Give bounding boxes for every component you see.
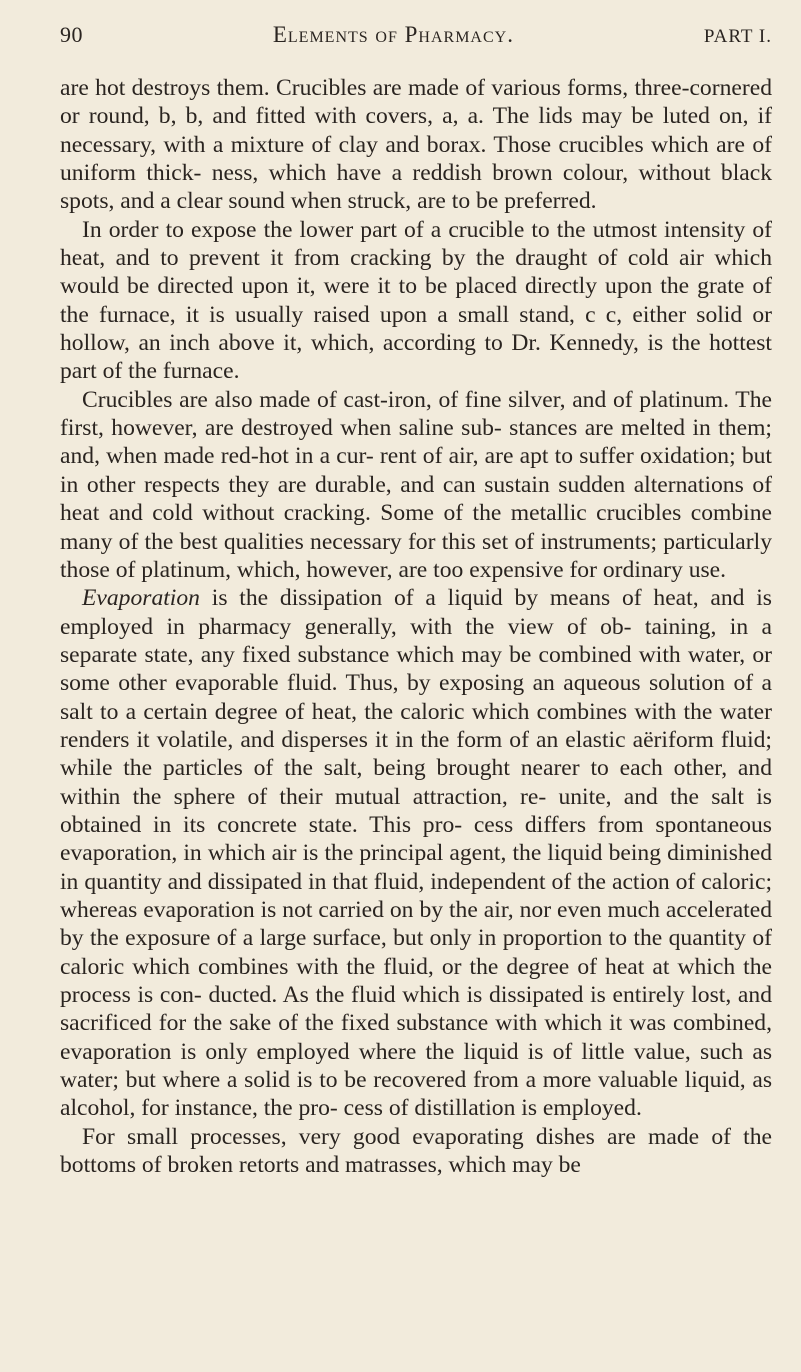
paragraph-crucible-forms: are hot destroys them. Crucibles are made of various forms, three-cornered or round, b, b, and fitted with covers, a, a. The lids may be luted on, if necessary, with a mixture of clay and borax. Those crucibles which are of uniform thick- ness, which have a reddish brown colour, without black spots, and a clear sound when struck, are to be preferred.: [60, 75, 772, 215]
body-text: [60, 74, 772, 1179]
paragraph-evaporation-text: is the dissipation of a liquid by means of heat, and is employed in pharmacy generally, with the view of ob- taining, in a separate state, any fixed substance which may be combined with water, or some other evaporable fluid. Thus, by exposing an aqueous solution of a salt to a certain degree of heat, the caloric which combines with the water renders it volatile, and disperses it in the form of an elastic aëriform fluid; while the particles of the salt, being brought nearer to each other, and within the sphere of their mutual attraction, re- unite, and the salt is obtained in its concrete state. This pro- cess differs from spontaneous evaporation, in which air is the principal agent, the liquid being diminished in quantity and dissipated in that fluid, independent of the action of caloric; whereas evaporation is not carried on by the air, nor even much accelerated by the exposure of a large surface, but only in proportion to the quantity of caloric which combines with the fluid, or the degree of heat at which the process is con- ducted. As the fluid which is dissipated is entirely lost, and sacrificed for the sake of the fixed substance with which it was combined, evaporation is only employed where the liquid is of little value, such as water; but where a solid is to be recovered from a more valuable liquid, as alcohol, for instance, the pro- cess of distillation is employed.: [60, 585, 772, 1122]
paragraph-evaporation: [60, 584, 772, 1123]
page-number: 90: [60, 22, 83, 47]
book-page: [60, 22, 772, 1179]
term-evaporation: Evaporation: [82, 585, 200, 612]
paragraph-metal-crucibles: Crucibles are also made of cast-iron, of fine silver, and of platinum. The first, however, are destroyed when saline sub- stances are melted in them; and, when made red-hot in a cur- rent of air, are apt to suffer oxidation; but in other respects they are durable, and can sustain sudden alternations of heat and cold without cracking. Some of the metallic crucibles combine many of the best qualities necessary for this set of instruments; particularly those of platinum, which, however, are too expensive for ordinary use.: [60, 386, 772, 583]
book-title: Elements of Pharmacy.: [272, 22, 514, 47]
part-label: PART I.: [703, 26, 772, 47]
running-head: [60, 22, 772, 48]
paragraph-crucible-stand: In order to expose the lower part of a crucible to the utmost intensity of heat, and to prevent it from cracking by the draught of cold air which would be directed upon it, were it to be placed directly upon the grate of the furnace, it is usually raised upon a small stand, c c, either solid or hollow, an inch above it, which, according to Dr. Kennedy, is the hottest part of the furnace.: [60, 216, 772, 385]
paragraph-evaporating-dishes: For small processes, very good evaporating dishes are made of the bottoms of broken retorts and matrasses, which may be: [60, 1123, 772, 1179]
